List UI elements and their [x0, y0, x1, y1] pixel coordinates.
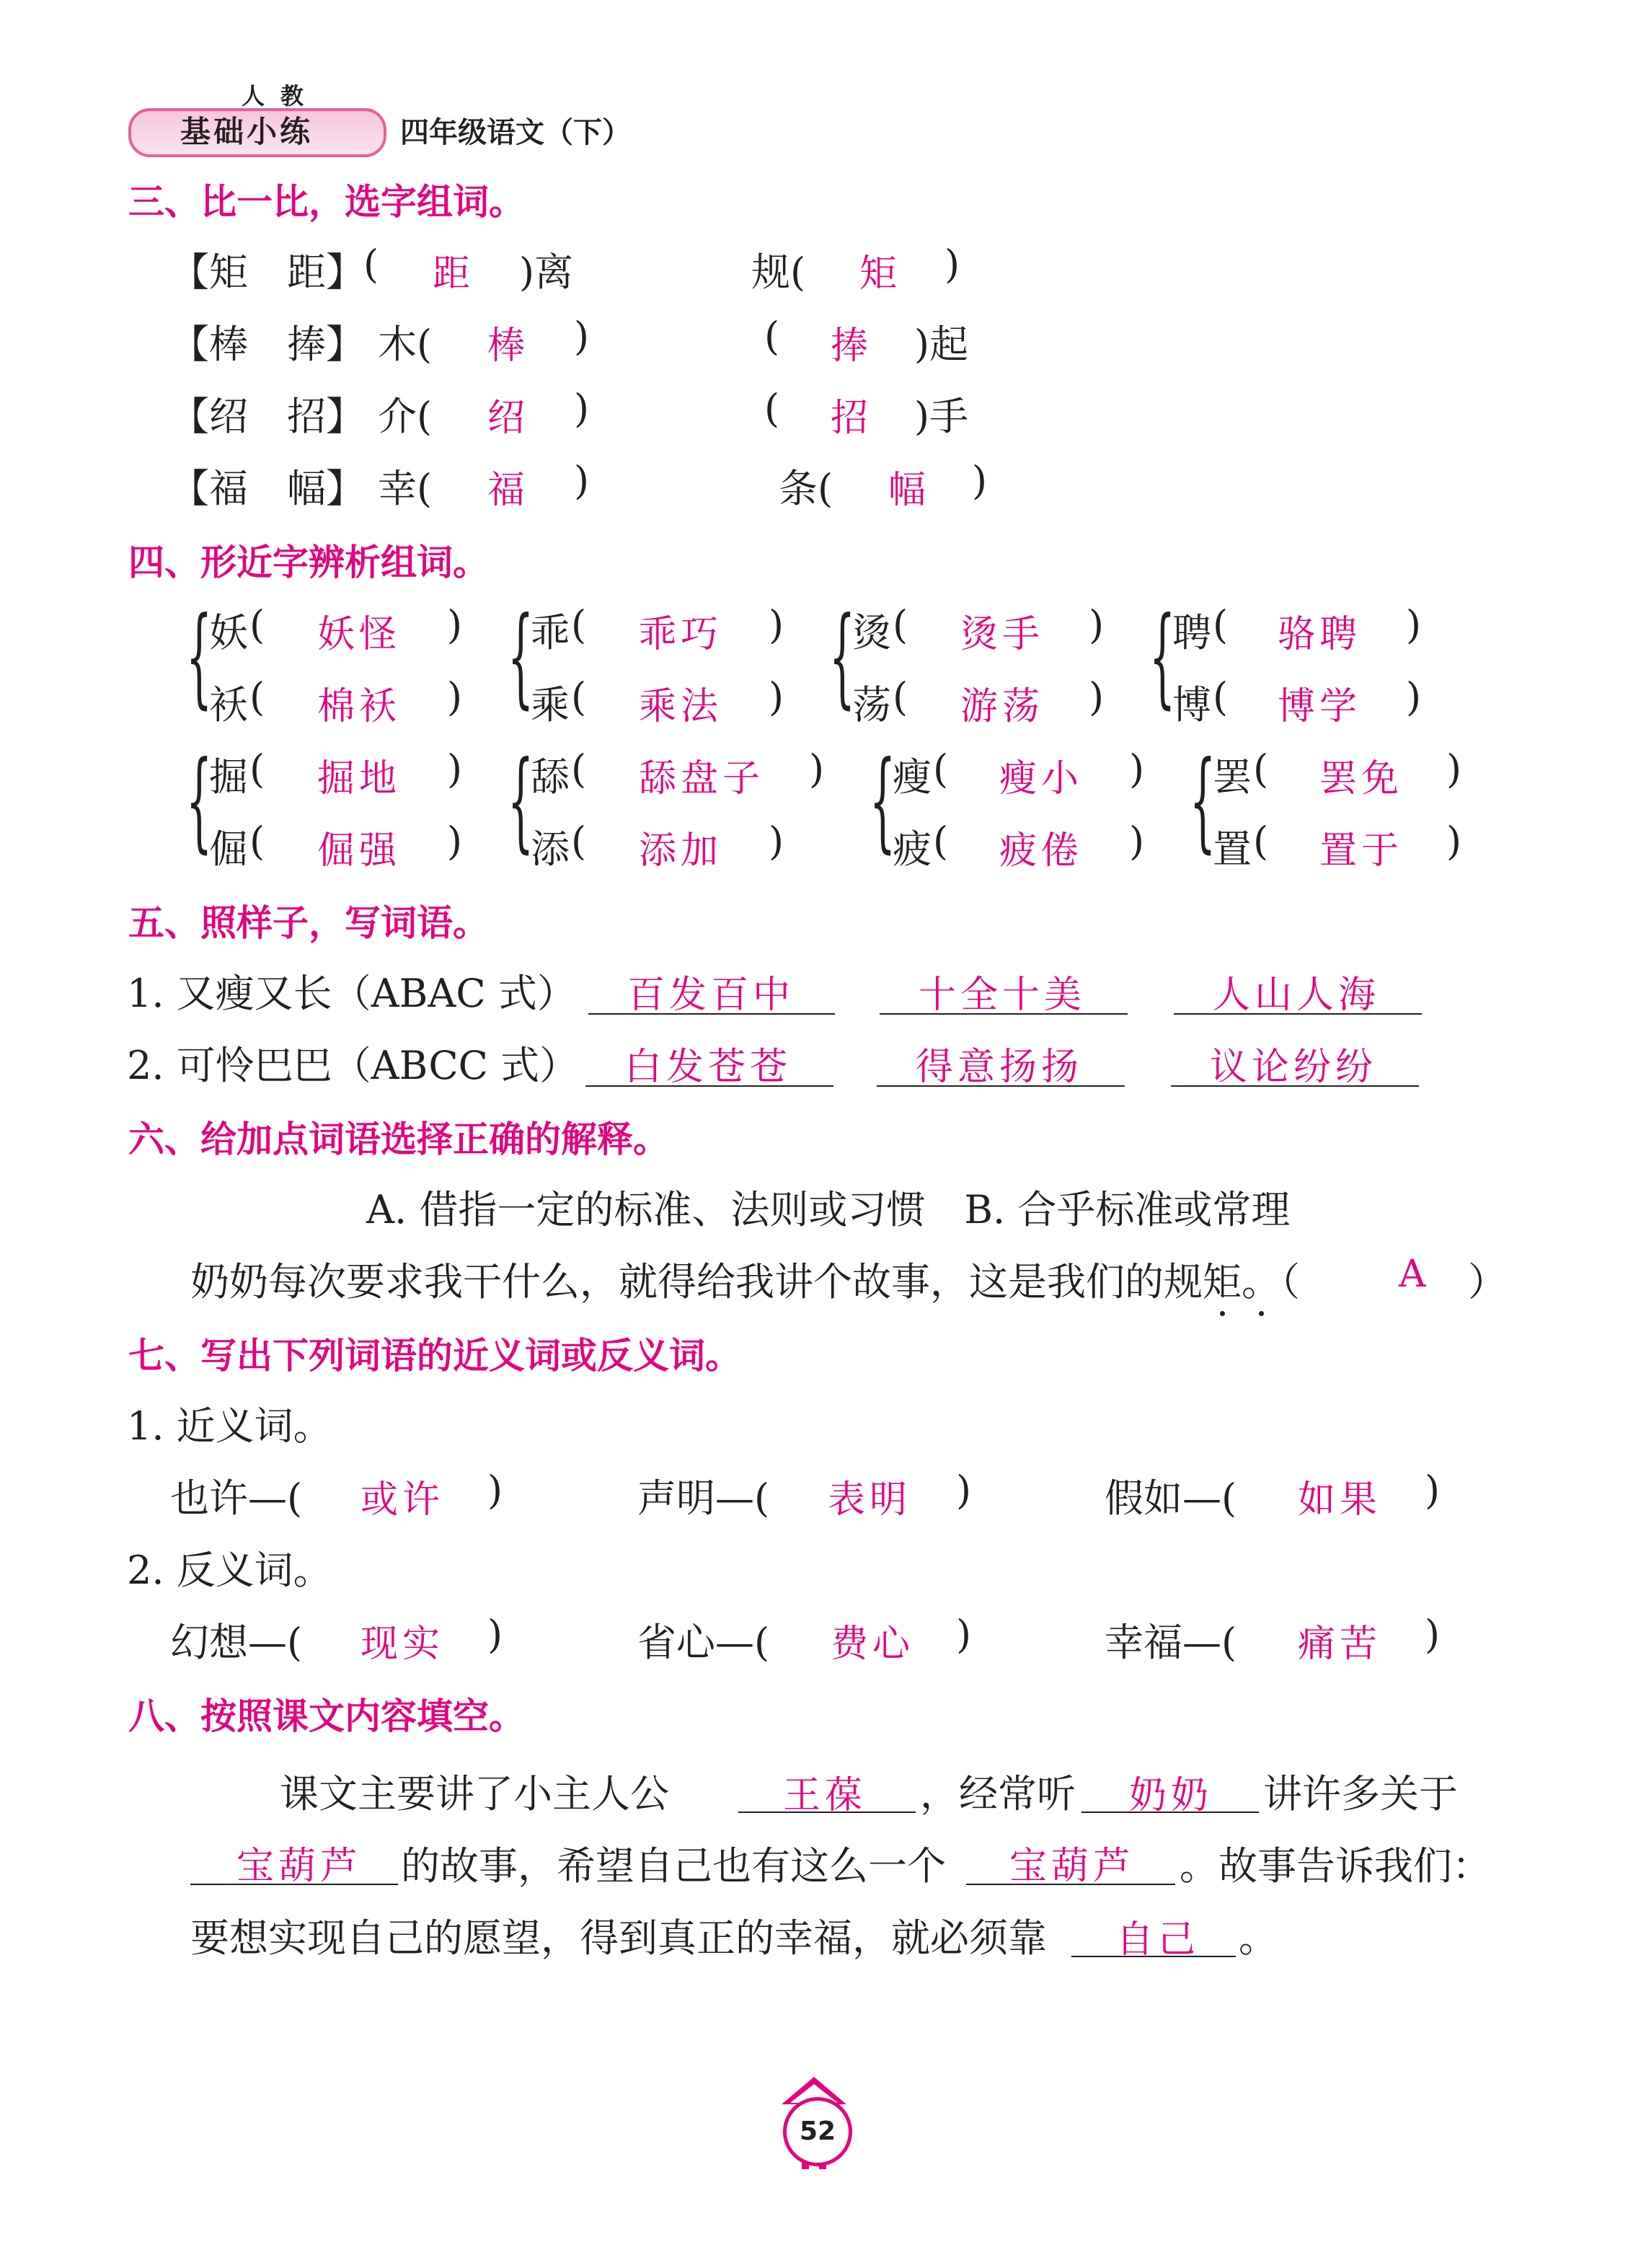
s4-g1-c2-3: 博	[1172, 682, 1211, 728]
s3-r2-answer-a: 棒	[487, 325, 530, 368]
s4-paren: (	[1253, 746, 1269, 792]
s3-r3-close: )	[574, 386, 590, 431]
s8-text-3a: 要想实现自己的愿望，得到真正的幸福，就必须靠	[190, 1915, 1047, 1961]
s4-paren: )	[769, 818, 784, 864]
s4-paren: )	[1406, 674, 1422, 720]
s3-r3-b-close: )手	[914, 394, 969, 439]
s7-syn-word-1: 声明—(	[637, 1475, 770, 1521]
s8-blank-5: 自己	[1116, 1918, 1200, 1962]
brace-3: {	[829, 594, 856, 720]
s4-g1-a2-2: 游荡	[960, 685, 1045, 728]
s3-r2-b-close: )起	[914, 322, 969, 367]
s7-syn-word-0: 也许—(	[170, 1475, 303, 1521]
s5-q2-answer-0: 白发苍苍	[624, 1046, 792, 1089]
s7-syn-answer-0: 或许	[360, 1478, 445, 1522]
underline	[877, 1085, 1125, 1087]
s4-g2-c2-0: 倔	[209, 826, 248, 872]
s4-g2-c1-2: 瘦	[893, 754, 932, 800]
s5-q2-label: 2. 可怜巴巴（ABCC 式）	[127, 1043, 579, 1088]
underline	[1174, 1013, 1422, 1015]
s4-g2-c1-3: 罢	[1213, 754, 1252, 800]
s6-close: ）	[1468, 1259, 1507, 1305]
s3-r1-b-open: 规(	[751, 250, 806, 295]
s4-g1-c1-2: 烫	[852, 610, 891, 656]
s3-pair-2: 【棒 捧】	[170, 322, 365, 367]
grade-label: 四年级语文（下）	[400, 116, 631, 149]
underline	[1071, 1956, 1236, 1957]
section-3-title: 三、比一比，选字组词。	[128, 181, 525, 223]
s4-paren: (	[1213, 674, 1229, 720]
section-4-title: 四、形近字辨析组词。	[128, 542, 489, 583]
s3-r4-answer-b: 幅	[888, 469, 931, 512]
s7-ant-word-0: 幻想—(	[170, 1620, 303, 1665]
s4-g1-c1-3: 聘	[1172, 610, 1211, 656]
s4-g1-c2-1: 乘	[531, 682, 570, 728]
s7-syn-word-2: 假如—(	[1105, 1475, 1237, 1521]
s4-paren: (	[1253, 818, 1269, 864]
s8-blank-3: 宝葫芦	[236, 1845, 363, 1888]
s7-sub2: 2. 反义词。	[127, 1548, 332, 1593]
s4-g1-c1-0: 妖	[209, 610, 248, 656]
brace-4: {	[1149, 594, 1176, 720]
s4-paren: )	[1129, 746, 1145, 792]
s3-r4-open: 幸(	[378, 466, 433, 511]
s3-r1-answer-a: 距	[433, 252, 475, 296]
s4-paren: )	[447, 746, 463, 792]
s7-ant-word-1: 省心—(	[637, 1620, 770, 1665]
s4-g2-a2-2: 疲倦	[999, 829, 1084, 873]
s4-paren: (	[249, 746, 265, 792]
s7-syn-answer-1: 表明	[828, 1478, 912, 1522]
s8-text-1c: 讲许多关于	[1263, 1771, 1458, 1817]
underline	[966, 1884, 1175, 1885]
s3-r1-b-close: )	[944, 242, 960, 287]
s6-sentence: 奶奶每次要求我干什么，就得给我讲个故事，这是我们的规矩。（	[190, 1259, 1300, 1305]
s4-g1-c2-0: 袄	[209, 682, 248, 728]
underline	[880, 1013, 1128, 1015]
s3-r2-b-open: (	[764, 314, 780, 359]
s7-ant-close-1: )	[956, 1612, 972, 1657]
s3-r2-answer-b: 捧	[831, 325, 873, 368]
s4-paren: (	[933, 746, 949, 792]
s4-paren: )	[447, 674, 463, 720]
underline	[588, 1013, 835, 1015]
s8-text-2b: 。故事告诉我们：	[1180, 1843, 1491, 1889]
s3-r3-b-open: (	[764, 386, 780, 431]
s4-paren: )	[1089, 674, 1105, 720]
s4-g2-c2-2: 疲	[893, 826, 932, 872]
s3-r2-open: 木(	[378, 322, 433, 367]
s5-q1-answer-2: 人山人海	[1212, 974, 1380, 1017]
s7-syn-close-2: )	[1425, 1468, 1441, 1513]
s3-r4-close: )	[574, 458, 590, 503]
series-title: 基础小练	[180, 114, 314, 149]
s4-g2-a1-2: 瘦小	[999, 757, 1084, 800]
s4-paren: )	[447, 602, 463, 648]
emphasis-dot	[1259, 1311, 1264, 1316]
s3-r3-answer-a: 绍	[487, 397, 530, 440]
s7-ant-answer-2: 痛苦	[1298, 1623, 1382, 1666]
s4-g1-a1-3: 骆聘	[1278, 613, 1362, 656]
s4-paren: (	[571, 746, 587, 792]
s7-syn-close-0: )	[487, 1468, 503, 1513]
s4-paren: )	[1446, 746, 1462, 792]
s4-g2-c1-1: 舔	[531, 754, 570, 800]
s4-g2-a1-1: 舔盘子	[639, 757, 765, 800]
s3-r3-open: 介(	[378, 394, 433, 439]
brace-6: {	[508, 738, 534, 864]
brace-5: {	[186, 738, 213, 864]
s5-q2-answer-2: 议论纷纷	[1209, 1046, 1377, 1089]
s4-paren: (	[933, 818, 949, 864]
brace-1: {	[186, 594, 213, 720]
s4-paren: (	[893, 602, 908, 648]
s8-text-3b: 。	[1239, 1915, 1278, 1961]
s5-q2-answer-1: 得意扬扬	[915, 1046, 1083, 1089]
s4-paren: )	[447, 818, 463, 864]
brace-2: {	[508, 594, 534, 720]
section-8-title: 八、按照课文内容填空。	[128, 1695, 525, 1737]
page-number: 52	[783, 2097, 852, 2166]
section-5-title: 五、照样子，写词语。	[128, 902, 489, 944]
s3-pair-1: 【矩 距】	[170, 250, 365, 295]
underline	[1171, 1085, 1419, 1087]
s7-ant-word-2: 幸福—(	[1105, 1620, 1237, 1665]
underline	[585, 1085, 833, 1087]
section-7-title: 七、写出下列词语的近义词或反义词。	[128, 1335, 741, 1377]
s8-text-2a: 的故事，希望自己也有这么一个	[401, 1843, 946, 1889]
s8-text-1a: 课文主要讲了小主人公	[280, 1771, 669, 1817]
s3-r1-open: (	[363, 242, 379, 287]
s4-paren: )	[769, 674, 784, 720]
s7-ant-answer-1: 费心	[831, 1623, 915, 1666]
s4-g2-a1-3: 罢免	[1319, 757, 1404, 800]
s3-pair-3: 【绍 招】	[170, 394, 365, 439]
s4-g1-c1-1: 乖	[531, 610, 570, 656]
underline	[738, 1812, 916, 1813]
s4-paren: (	[571, 602, 587, 648]
s4-g2-a1-0: 掘地	[317, 757, 402, 800]
s5-q1-label: 1. 又瘦又长（ABAC 式）	[127, 971, 576, 1016]
s7-ant-answer-0: 现实	[360, 1623, 445, 1666]
s3-r2-close: )	[574, 314, 590, 359]
s3-r3-answer-b: 招	[831, 397, 873, 440]
s4-g1-a1-2: 烫手	[960, 613, 1045, 656]
s7-ant-close-2: )	[1425, 1612, 1441, 1657]
s4-g2-c2-1: 添	[531, 826, 570, 872]
s4-paren: (	[249, 818, 265, 864]
s6-answer: A	[1399, 1253, 1430, 1296]
s7-syn-close-1: )	[956, 1468, 972, 1513]
underline	[1081, 1812, 1259, 1813]
s3-r4-b-open: 条(	[779, 466, 833, 511]
s4-g2-a2-1: 添加	[639, 829, 723, 873]
underline	[190, 1884, 398, 1885]
s6-options: A. 借指一定的标准、法则或习惯 B. 合乎标准或常理	[366, 1187, 1291, 1232]
s3-pair-4: 【福 幅】	[170, 466, 365, 511]
s4-paren: )	[1089, 602, 1105, 648]
emphasis-dot	[1220, 1311, 1225, 1316]
s4-g1-a1-0: 妖怪	[317, 613, 402, 656]
brace-8: {	[1190, 738, 1216, 864]
s3-r4-answer-a: 福	[487, 469, 530, 512]
s4-g2-a2-3: 置于	[1319, 829, 1404, 873]
s4-g2-a2-0: 倔强	[317, 829, 402, 873]
s4-paren: (	[571, 818, 587, 864]
brace-7: {	[870, 738, 896, 864]
s3-r1-answer-b: 矩	[859, 252, 902, 296]
s7-ant-close-0: )	[487, 1612, 503, 1657]
s4-g1-a2-1: 乘法	[639, 685, 723, 728]
s8-blank-2: 奶奶	[1129, 1774, 1213, 1817]
s7-sub1: 1. 近义词。	[127, 1403, 332, 1449]
s3-r4-b-close: )	[972, 458, 988, 503]
s4-paren: (	[249, 602, 265, 648]
s4-g2-c2-3: 置	[1213, 826, 1252, 872]
s4-paren: )	[809, 746, 825, 792]
s4-paren: (	[249, 674, 265, 720]
s4-paren: )	[1446, 818, 1462, 864]
s4-paren: )	[1406, 602, 1422, 648]
s4-paren: (	[893, 674, 908, 720]
s4-g1-c2-2: 荡	[852, 682, 891, 728]
s8-text-1b: ，经常听	[920, 1771, 1076, 1817]
s7-syn-answer-2: 如果	[1298, 1478, 1382, 1522]
s4-paren: )	[1129, 818, 1145, 864]
s4-paren: (	[571, 674, 587, 720]
s8-blank-4: 宝葫芦	[1009, 1845, 1136, 1888]
s4-paren: (	[1213, 602, 1229, 648]
edition-label: 人教	[242, 82, 320, 110]
s4-g1-a1-1: 乖巧	[639, 613, 723, 656]
s3-r1-close: )离	[519, 250, 574, 295]
s5-q1-answer-1: 十全十美	[918, 974, 1086, 1017]
s4-paren: )	[769, 602, 784, 648]
s4-g1-a2-3: 博学	[1278, 685, 1362, 728]
s4-g1-a2-0: 棉袄	[317, 685, 402, 728]
s8-blank-1: 王葆	[783, 1774, 867, 1817]
s4-g2-c1-0: 掘	[209, 754, 248, 800]
s5-q1-answer-0: 百发百中	[627, 974, 795, 1017]
section-6-title: 六、给加点词语选择正确的解释。	[128, 1118, 669, 1160]
